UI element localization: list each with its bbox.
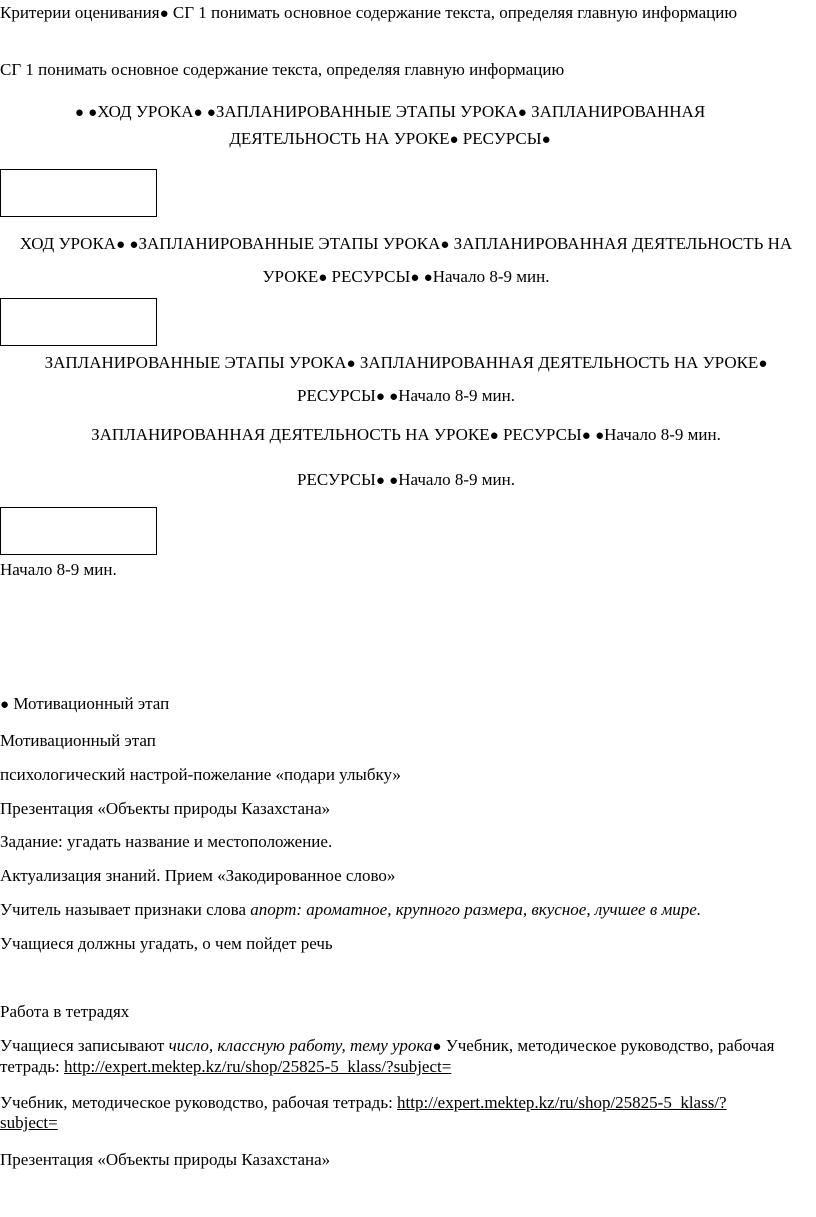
lesson-table-header-3 — [0, 347, 812, 413]
bullet-icon: ● — [432, 1039, 442, 1055]
actualization-text: Актуализация знаний. Прием «Закодированное слово» — [0, 866, 396, 885]
bullet-icon: ● — [88, 105, 98, 121]
bullet-icon: ● — [489, 428, 499, 444]
header-planned-stages: ЗАПЛАНИРОВАННЫЕ ЭТАПЫ УРОКА — [138, 234, 441, 253]
header-resources: РЕСУРСЫ — [458, 129, 542, 148]
bullet-icon: ● — [389, 473, 399, 489]
bullet-icon: ● — [0, 697, 10, 713]
empty-cell-box — [0, 169, 157, 217]
header-planned-activity: ЗАПЛАНИРОВАННАЯ ДЕЯТЕЛЬНОСТЬ НА УРОКЕ — [262, 234, 793, 286]
lesson-table-header-5 — [0, 470, 812, 491]
resources-text — [0, 1093, 760, 1133]
students-write-prefix: Учащиеся записывают — [0, 1036, 169, 1055]
start-time-text: Начало 8-9 мин. — [0, 560, 117, 579]
bullet-icon: ● — [410, 270, 420, 286]
students-write-italic: число, классную работу, тему урока — [168, 1036, 433, 1055]
motivation-stage: Мотивационный этап — [0, 731, 156, 750]
bullet-icon: ● — [206, 105, 216, 121]
bullet-icon: ● — [581, 428, 591, 444]
header-planned-stages: ЗАПЛАНИРОВАННЫЕ ЭТАПЫ УРОКА — [215, 102, 518, 121]
bullet-icon: ● — [159, 6, 169, 22]
criteria-label: Критерии оценивания — [0, 3, 160, 22]
header-start-time: Начало 8-9 мин. — [432, 267, 550, 286]
mood-text: психологический настрой-пожелание «подари улыбку» — [0, 765, 401, 784]
bullet-icon: ● — [375, 389, 385, 405]
criteria-text: СГ 1 понимать основное содержание текста, определяя главную информацию — [168, 3, 738, 22]
resource-link[interactable]: http://expert.mektep.kz/ru/shop/25825-5_klass/?subject= — [0, 1093, 727, 1132]
bullet-icon: ● — [74, 105, 84, 121]
motivation-bullet-line — [0, 694, 812, 715]
resources-prefix: Учебник, методическое руководство, рабочая тетрадь: — [0, 1036, 775, 1076]
header-lesson-course: ХОД УРОКА — [97, 102, 194, 121]
bullet-icon: ● — [193, 105, 203, 121]
header-start-time: Начало 8-9 мин. — [398, 470, 515, 489]
bullet-icon: ● — [541, 132, 551, 148]
resources-repeat-prefix: Учебник, методическое руководство, рабочая тетрадь: — [0, 1093, 398, 1112]
bullet-icon: ● — [375, 473, 385, 489]
teacher-text — [0, 900, 812, 920]
header-planned-stages: ЗАПЛАНИРОВАННЫЕ ЭТАПЫ УРОКА — [44, 353, 347, 372]
header-planned-activity: ЗАПЛАНИРОВАННАЯ ДЕЯТЕЛЬНОСТЬ НА УРОКЕ — [91, 425, 490, 444]
students-guess-text: Учащиеся должны угадать, о чем пойдет речь — [0, 934, 333, 953]
students-write-text — [0, 1036, 812, 1077]
bullet-icon: ● — [423, 270, 433, 286]
bullet-icon: ● — [129, 237, 139, 253]
presentation-text: Презентация «Объекты природы Казахстана» — [0, 799, 331, 818]
header-lesson-course: ХОД УРОКА — [19, 234, 117, 253]
criteria-line — [0, 3, 812, 24]
notebook-work-text: Работа в тетрадях — [0, 1002, 130, 1021]
header-resources: РЕСУРСЫ — [327, 267, 411, 286]
header-start-time: Начало 8-9 мин. — [398, 386, 515, 405]
lesson-table-header-1 — [20, 99, 760, 153]
bullet-icon: ● — [389, 389, 399, 405]
bullet-icon: ● — [318, 270, 328, 286]
bullet-icon: ● — [595, 428, 605, 444]
lesson-table-header-2 — [0, 228, 812, 294]
header-resources: РЕСУРСЫ — [297, 470, 376, 489]
header-resources: РЕСУРСЫ — [297, 386, 376, 405]
teacher-italic: апорт: ароматное, крупного размера, вкусное, лучшее в мире. — [250, 900, 702, 919]
empty-cell-box — [0, 298, 157, 346]
bullet-icon: ● — [346, 356, 356, 372]
lesson-table-header-4 — [0, 425, 812, 446]
bullet-icon: ● — [758, 356, 768, 372]
task-text: Задание: угадать название и местоположение. — [0, 832, 333, 851]
motivation-label: Мотивационный этап — [9, 694, 170, 713]
bullet-icon: ● — [517, 105, 527, 121]
header-start-time: Начало 8-9 мин. — [604, 425, 721, 444]
teacher-prefix: Учитель называет признаки слова — [0, 900, 251, 919]
bullet-icon: ● — [449, 132, 459, 148]
resource-link[interactable]: http://expert.mektep.kz/ru/shop/25825-5_klass/?subject= — [64, 1057, 452, 1076]
criteria-repeat: СГ 1 понимать основное содержание текста, определяя главную информацию — [0, 60, 565, 79]
header-planned-activity: ЗАПЛАНИРОВАННАЯ ДЕЯТЕЛЬНОСТЬ НА УРОКЕ — [229, 102, 706, 148]
header-resources: РЕСУРСЫ — [498, 425, 582, 444]
header-planned-activity: ЗАПЛАНИРОВАННАЯ ДЕЯТЕЛЬНОСТЬ НА УРОКЕ — [355, 353, 759, 372]
bullet-icon: ● — [116, 237, 126, 253]
bullet-icon: ● — [440, 237, 450, 253]
presentation-repeat-text: Презентация «Объекты природы Казахстана» — [0, 1150, 331, 1169]
empty-cell-box — [0, 507, 157, 555]
